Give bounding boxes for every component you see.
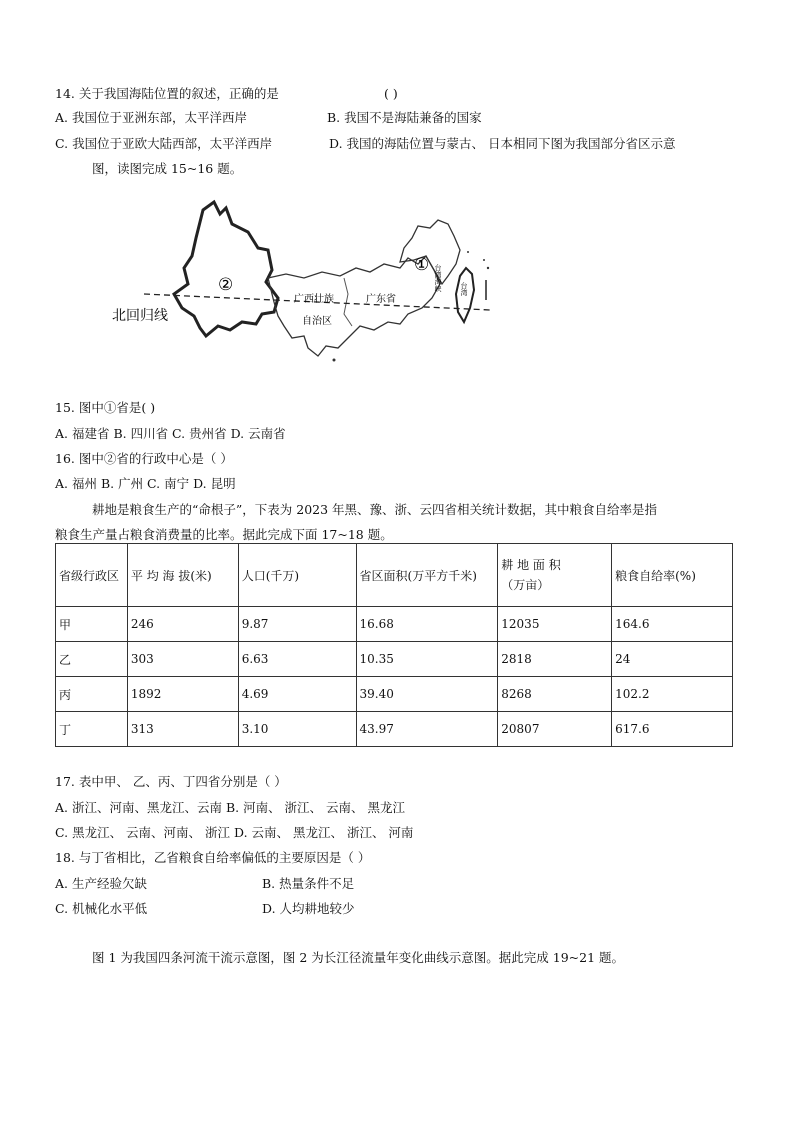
province-1-outline <box>400 220 460 284</box>
cell-altitude: 246 <box>127 607 238 642</box>
table-intro-line2: 粮食生产量占粮食消费量的比率。据此完成下面 17~18 题。 <box>55 527 393 542</box>
q14-stem: 14. 关于我国海陆位置的叙述，正确的是 <box>55 86 279 101</box>
map-label-taiwan: 台湾 <box>460 282 468 296</box>
header-altitude: 平 均 海 拔(米) <box>127 544 238 607</box>
table-row <box>56 607 733 642</box>
cell-rate: 164.6 <box>612 607 733 642</box>
cell-region: 乙 <box>56 642 128 677</box>
q14-option-a: A. 我国位于亚洲东部，太平洋西岸 <box>55 110 247 125</box>
cell-population: 9.87 <box>238 607 356 642</box>
cell-rate: 617.6 <box>612 712 733 747</box>
cell-area: 39.40 <box>356 677 498 712</box>
header-region: 省级行政区 <box>56 544 128 607</box>
table-header-row <box>56 544 733 607</box>
map-label-taiwan-strait: 台湾海峡 <box>434 264 442 292</box>
border-guangxi-guangdong <box>344 278 352 326</box>
q18-option-c: C. 机械化水平低 <box>55 901 148 916</box>
q18-option-a: A. 生产经验欠缺 <box>55 876 147 891</box>
map-label-province-2: ② <box>218 275 234 295</box>
cell-area: 43.97 <box>356 712 498 747</box>
header-farmland-line1: 耕 地 面 积 <box>501 558 561 572</box>
cell-area: 10.35 <box>356 642 498 677</box>
table-row <box>56 712 733 747</box>
cell-rate: 102.2 <box>612 677 733 712</box>
province-2-outline <box>174 202 278 336</box>
q17-options-ab: A. 浙江、河南、黑龙江、云南 B. 河南、 浙江、 云南、 黑龙江 <box>55 800 406 815</box>
q14-continuation: 图，读图完成 15~16 题。 <box>92 161 243 176</box>
header-self-sufficiency: 粮食自给率(%) <box>612 544 733 607</box>
q17-stem: 17. 表中甲、 乙、丙、丁四省分别是（ ） <box>55 774 287 789</box>
cell-population: 3.10 <box>238 712 356 747</box>
q18-option-b: B. 热量条件不足 <box>262 876 355 891</box>
cell-population: 6.63 <box>238 642 356 677</box>
q18-stem: 18. 与丁省相比，乙省粮食自给率偏低的主要原因是（ ） <box>55 850 371 865</box>
map-label-tropic: 北回归线 <box>112 308 168 324</box>
cell-farmland: 2818 <box>498 642 612 677</box>
q14-answer-blank: ( ) <box>384 86 398 101</box>
q16-options: A. 福州 B. 广州 C. 南宁 D. 昆明 <box>55 476 236 491</box>
map-label-guangxi-line1: 广西壮族 <box>294 294 334 305</box>
table-row <box>56 642 733 677</box>
q14-option-b: B. 我国不是海陆兼备的国家 <box>327 110 482 125</box>
cell-area: 16.68 <box>356 607 498 642</box>
q14-option-d: D. 我国的海陆位置与蒙古、 日本相同下图为我国部分省区示意 <box>329 136 676 151</box>
cell-farmland: 12035 <box>498 607 612 642</box>
header-farmland <box>498 544 612 607</box>
q16-stem: 16. 图中②省的行政中心是（ ） <box>55 451 233 466</box>
cell-region: 丁 <box>56 712 128 747</box>
q14-option-c: C. 我国位于亚欧大陆西部，太平洋西岸 <box>55 136 273 151</box>
cell-altitude: 1892 <box>127 677 238 712</box>
header-farmland-line2: （万亩） <box>501 578 550 592</box>
cell-region: 丙 <box>56 677 128 712</box>
province-stats-table <box>55 543 733 747</box>
cell-population: 4.69 <box>238 677 356 712</box>
cell-farmland: 20807 <box>498 712 612 747</box>
table-intro-line1: 耕地是粮食生产的“命根子”，下表为 2023 年黑、豫、浙、云四省相关统计数据，其中粮食自给率是指 <box>92 502 658 517</box>
map-label-guangdong: 广东省 <box>366 294 396 305</box>
q17-options-cd: C. 黑龙江、 云南、河南、 浙江 D. 云南、 黑龙江、 浙江、 河南 <box>55 825 414 840</box>
cell-altitude: 303 <box>127 642 238 677</box>
province-map <box>108 198 492 378</box>
q18-option-d: D. 人均耕地较少 <box>262 901 355 916</box>
table-row <box>56 677 733 712</box>
cell-farmland: 8268 <box>498 677 612 712</box>
cell-rate: 24 <box>612 642 733 677</box>
q15-stem: 15. 图中①省是( ) <box>55 400 156 415</box>
header-population: 人口(千万) <box>238 544 356 607</box>
q15-options: A. 福建省 B. 四川省 C. 贵州省 D. 云南省 <box>55 426 286 441</box>
cell-region: 甲 <box>56 607 128 642</box>
header-area: 省区面积(万平方千米) <box>356 544 498 607</box>
cell-altitude: 313 <box>127 712 238 747</box>
map-label-guangxi-line2: 自治区 <box>302 316 332 327</box>
map-label-province-1: ① <box>414 255 430 275</box>
figure-intro: 图 1 为我国四条河流干流示意图，图 2 为长江径流量年变化曲线示意图。据此完成 19~21 题。 <box>92 950 625 965</box>
